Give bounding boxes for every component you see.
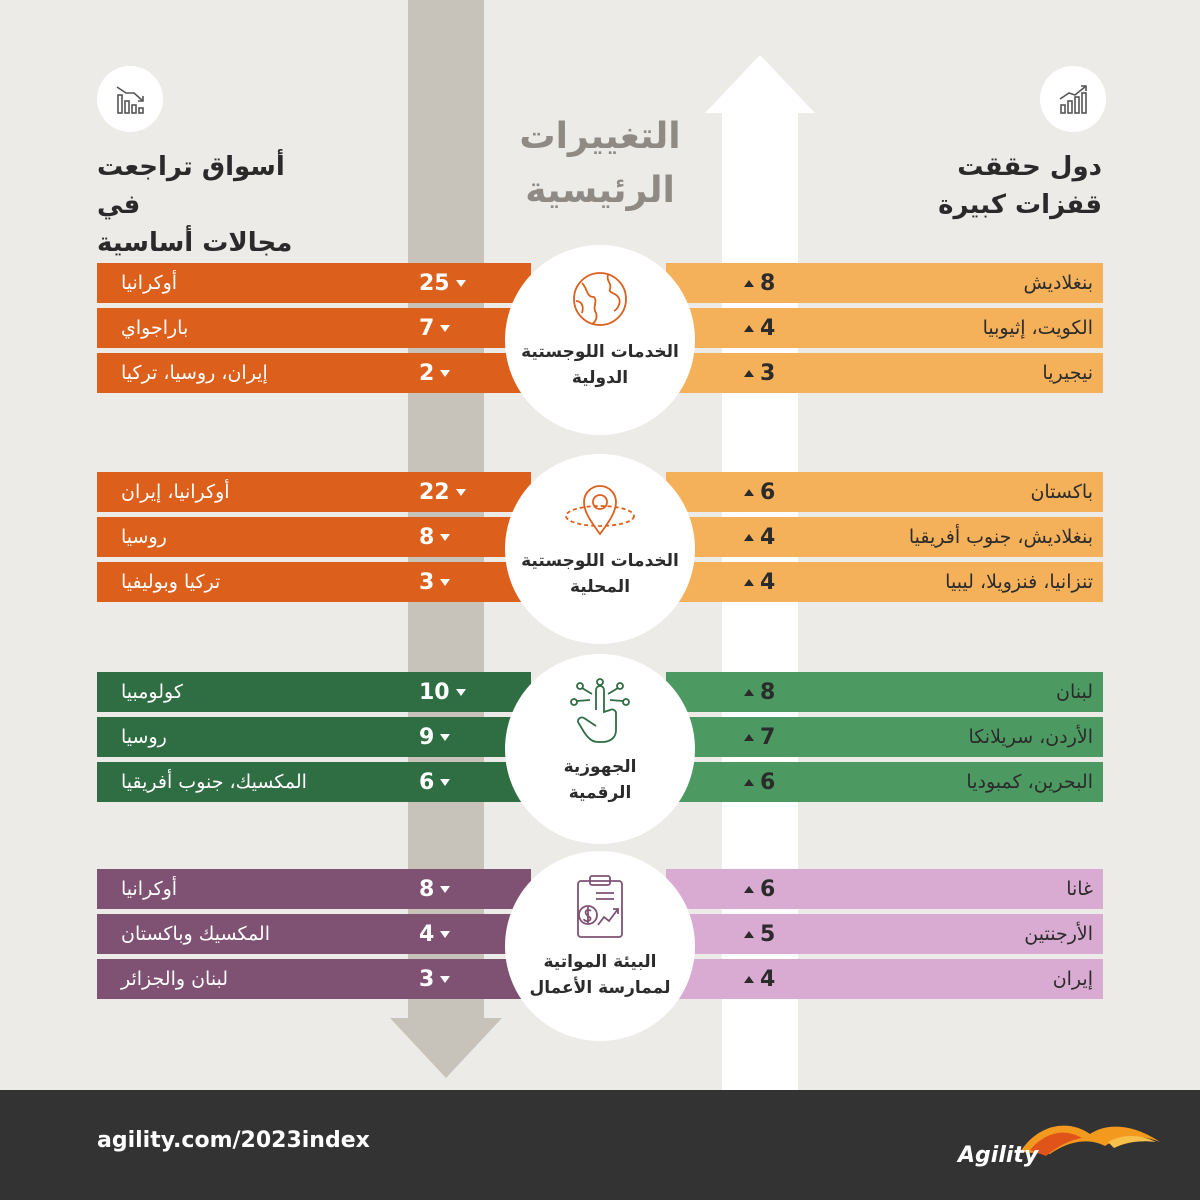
category-label: الخدمات اللوجستية المحلية bbox=[521, 551, 679, 597]
decliner-country: روسيا bbox=[121, 726, 167, 748]
down-triangle-icon bbox=[440, 734, 450, 741]
gainer-country: الأرجنتين bbox=[1024, 923, 1093, 945]
up-triangle-icon bbox=[744, 489, 754, 496]
decliner-country: لبنان والجزائر bbox=[121, 968, 229, 990]
gainer-row bbox=[666, 672, 1103, 712]
decliner-row bbox=[97, 717, 531, 757]
up-triangle-icon bbox=[744, 325, 754, 332]
decliner-value: 8 bbox=[419, 877, 450, 902]
gainer-value: 4 bbox=[744, 316, 775, 341]
page-title: التغييرات الرئيسية bbox=[519, 116, 681, 211]
decliner-row bbox=[97, 762, 531, 802]
up-triangle-icon bbox=[744, 370, 754, 377]
gainer-country: لبنان bbox=[1056, 681, 1093, 703]
down-triangle-icon bbox=[440, 579, 450, 586]
gainer-row bbox=[666, 914, 1103, 954]
gainers-title: دول حققت قفزات كبيرة bbox=[938, 152, 1102, 220]
up-triangle-icon bbox=[744, 689, 754, 696]
decliner-country: روسيا bbox=[121, 526, 167, 548]
decliner-country: كولومبيا bbox=[121, 681, 183, 703]
decliner-country: إيران، روسيا، تركيا bbox=[121, 362, 268, 384]
decliner-row bbox=[97, 517, 531, 557]
decliner-value: 3 bbox=[419, 967, 450, 992]
gainer-country: غانا bbox=[1066, 878, 1093, 900]
decliner-row bbox=[97, 914, 531, 954]
gainer-row bbox=[666, 762, 1103, 802]
globe-icon bbox=[568, 245, 632, 335]
up-triangle-icon bbox=[744, 534, 754, 541]
up-triangle-icon bbox=[744, 579, 754, 586]
gainer-country: إيران bbox=[1052, 968, 1093, 990]
gainer-country: الأردن، سريلانكا bbox=[968, 726, 1093, 748]
footer-url[interactable]: agility.com/2023index bbox=[97, 1128, 370, 1153]
decliner-value: 4 bbox=[419, 922, 450, 947]
up-triangle-icon bbox=[744, 886, 754, 893]
decliner-row bbox=[97, 263, 531, 303]
gainer-value: 4 bbox=[744, 570, 775, 595]
up-triangle-icon bbox=[744, 779, 754, 786]
decliner-country: أوكرانيا، إيران bbox=[121, 481, 230, 503]
decliner-country: أوكرانيا bbox=[121, 272, 178, 294]
down-triangle-icon bbox=[440, 325, 450, 332]
decliner-country: تركيا وبوليفيا bbox=[121, 571, 221, 593]
up-triangle-icon bbox=[744, 280, 754, 287]
gainer-value: 7 bbox=[744, 725, 775, 750]
agility-logo-text: Agility bbox=[958, 1143, 1039, 1168]
gainer-value: 6 bbox=[744, 770, 775, 795]
up-arrow-head bbox=[705, 55, 815, 113]
gainer-row bbox=[666, 562, 1103, 602]
down-triangle-icon bbox=[440, 779, 450, 786]
gainer-country: الكويت، إثيوبيا bbox=[982, 317, 1093, 339]
gainer-row bbox=[666, 869, 1103, 909]
chart-up-icon bbox=[1040, 66, 1106, 132]
decliner-country: باراجواي bbox=[121, 317, 189, 339]
clipboard-chart-icon bbox=[568, 851, 632, 945]
gainer-country: تنزانيا، فنزويلا، ليبيا bbox=[945, 571, 1093, 593]
down-triangle-icon bbox=[440, 931, 450, 938]
down-arrow-head bbox=[390, 1018, 502, 1078]
gainer-value: 4 bbox=[744, 967, 775, 992]
category-circle bbox=[505, 245, 695, 435]
gainer-row bbox=[666, 959, 1103, 999]
decliner-value: 6 bbox=[419, 770, 450, 795]
decliner-value: 2 bbox=[419, 361, 450, 386]
down-triangle-icon bbox=[440, 370, 450, 377]
category-label: البيئة المواتية لممارسة الأعمال bbox=[529, 952, 671, 998]
decliner-row bbox=[97, 672, 531, 712]
gainer-row bbox=[666, 353, 1103, 393]
touch-network-icon bbox=[568, 654, 632, 750]
up-triangle-icon bbox=[744, 734, 754, 741]
chart-down-icon bbox=[97, 66, 163, 132]
decliner-value: 7 bbox=[419, 316, 450, 341]
gainer-value: 8 bbox=[744, 271, 775, 296]
gainer-row bbox=[666, 717, 1103, 757]
down-triangle-icon bbox=[456, 280, 466, 287]
decliner-value: 9 bbox=[419, 725, 450, 750]
gainer-value: 4 bbox=[744, 525, 775, 550]
up-triangle-icon bbox=[744, 976, 754, 983]
category-circle bbox=[505, 454, 695, 644]
gainer-value: 6 bbox=[744, 877, 775, 902]
gainer-country: نيجيريا bbox=[1042, 362, 1093, 384]
decliner-value: 8 bbox=[419, 525, 450, 550]
down-triangle-icon bbox=[440, 976, 450, 983]
up-triangle-icon bbox=[744, 931, 754, 938]
category-label: الخدمات اللوجستية الدولية bbox=[521, 342, 679, 388]
decliner-value: 25 bbox=[419, 271, 466, 296]
decliner-row bbox=[97, 562, 531, 602]
gainer-country: بنغلاديش bbox=[1023, 272, 1093, 294]
down-triangle-icon bbox=[456, 689, 466, 696]
decliner-value: 3 bbox=[419, 570, 450, 595]
location-pin-icon bbox=[562, 454, 638, 544]
down-triangle-icon bbox=[440, 886, 450, 893]
decliner-country: المكسيك، جنوب أفريقيا bbox=[121, 771, 307, 793]
gainer-country: بنغلاديش، جنوب أفريقيا bbox=[908, 526, 1093, 548]
gainer-row bbox=[666, 472, 1103, 512]
gainer-value: 5 bbox=[744, 922, 775, 947]
gainer-value: 6 bbox=[744, 480, 775, 505]
category-circle bbox=[505, 654, 695, 844]
gainer-country: باكستان bbox=[1030, 481, 1093, 503]
gainer-country: البحرين، كمبوديا bbox=[966, 771, 1093, 793]
decliner-value: 22 bbox=[419, 480, 466, 505]
gainer-row bbox=[666, 517, 1103, 557]
gainer-row bbox=[666, 308, 1103, 348]
down-triangle-icon bbox=[456, 489, 466, 496]
decliner-row bbox=[97, 959, 531, 999]
category-circle bbox=[505, 851, 695, 1041]
gainer-value: 3 bbox=[744, 361, 775, 386]
decliner-row bbox=[97, 869, 531, 909]
decliner-value: 10 bbox=[419, 680, 466, 705]
down-triangle-icon bbox=[440, 534, 450, 541]
decliner-row bbox=[97, 353, 531, 393]
category-label: الجهوزية الرقمية bbox=[563, 757, 637, 803]
decliner-country: المكسيك وباكستان bbox=[121, 923, 271, 945]
gainer-value: 8 bbox=[744, 680, 775, 705]
gainer-row bbox=[666, 263, 1103, 303]
decliners-title: أسواق تراجعت في مجالات أساسية bbox=[97, 152, 293, 258]
decliner-country: أوكرانيا bbox=[121, 878, 178, 900]
decliner-row bbox=[97, 308, 531, 348]
decliner-row bbox=[97, 472, 531, 512]
